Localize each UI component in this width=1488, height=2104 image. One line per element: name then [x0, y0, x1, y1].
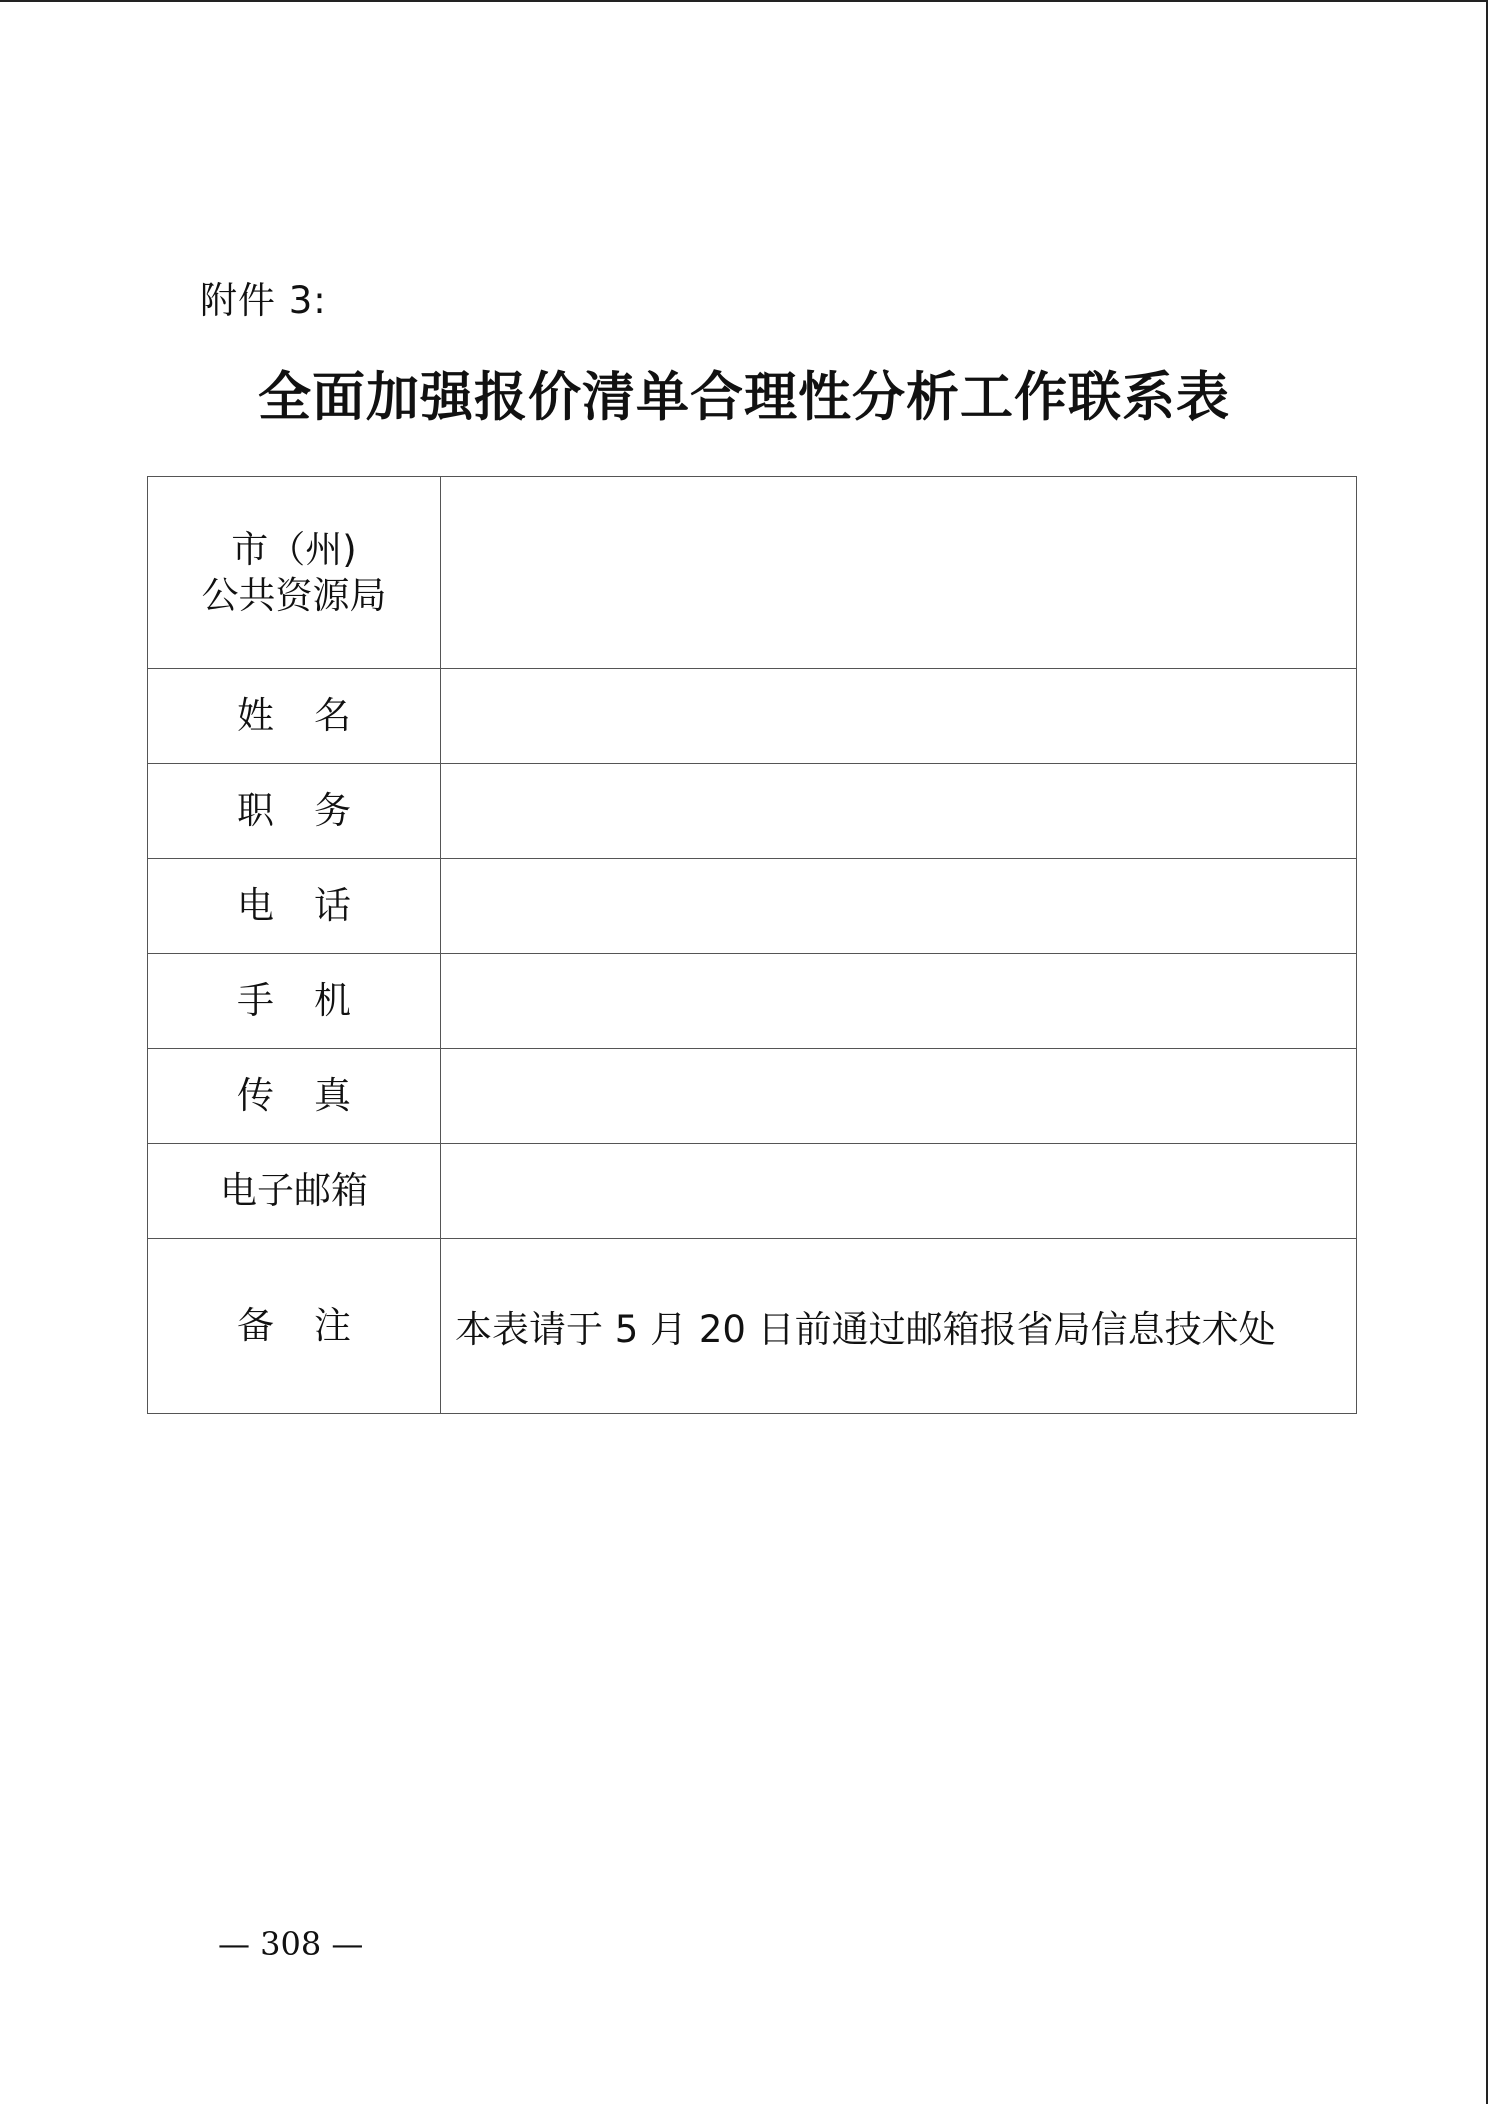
label-position-text: 职务	[237, 789, 391, 832]
label-phone	[148, 859, 441, 954]
value-mobile[interactable]	[441, 954, 1357, 1049]
value-position[interactable]	[441, 764, 1357, 859]
page-title: 全面加强报价清单合理性分析工作联系表	[258, 366, 1230, 428]
label-phone-text: 电话	[237, 884, 391, 927]
table-row-bureau	[148, 477, 1357, 669]
label-name	[148, 669, 441, 764]
attachment-label: 附件 3:	[200, 279, 327, 322]
label-bureau-line1: 市（州)	[231, 527, 357, 571]
label-name-text: 姓名	[237, 694, 391, 737]
table-row-fax	[148, 1049, 1357, 1144]
page-number: — 308 —	[218, 1925, 364, 1963]
value-remarks: 本表请于 5 月 20 日前通过邮箱报省局信息技术处	[441, 1239, 1357, 1414]
table-row-phone	[148, 859, 1357, 954]
contact-table	[147, 476, 1357, 1414]
label-remarks	[148, 1239, 441, 1414]
table-row-email	[148, 1144, 1357, 1239]
label-remarks-text: 备注	[237, 1304, 391, 1347]
value-fax[interactable]	[441, 1049, 1357, 1144]
value-name[interactable]	[441, 669, 1357, 764]
table-row-remarks	[148, 1239, 1357, 1414]
label-mobile	[148, 954, 441, 1049]
table-row-mobile	[148, 954, 1357, 1049]
label-bureau	[148, 477, 441, 669]
label-email: 电子邮箱	[148, 1144, 441, 1239]
label-mobile-text: 手机	[237, 979, 391, 1022]
label-position	[148, 764, 441, 859]
value-phone[interactable]	[441, 859, 1357, 954]
table-row-name	[148, 669, 1357, 764]
page-border-top	[0, 0, 1488, 2]
label-fax-text: 传真	[237, 1074, 391, 1117]
table-row-position	[148, 764, 1357, 859]
value-email[interactable]	[441, 1144, 1357, 1239]
value-bureau[interactable]	[441, 477, 1357, 669]
label-bureau-line2: 公共资源局	[201, 573, 387, 617]
label-fax	[148, 1049, 441, 1144]
